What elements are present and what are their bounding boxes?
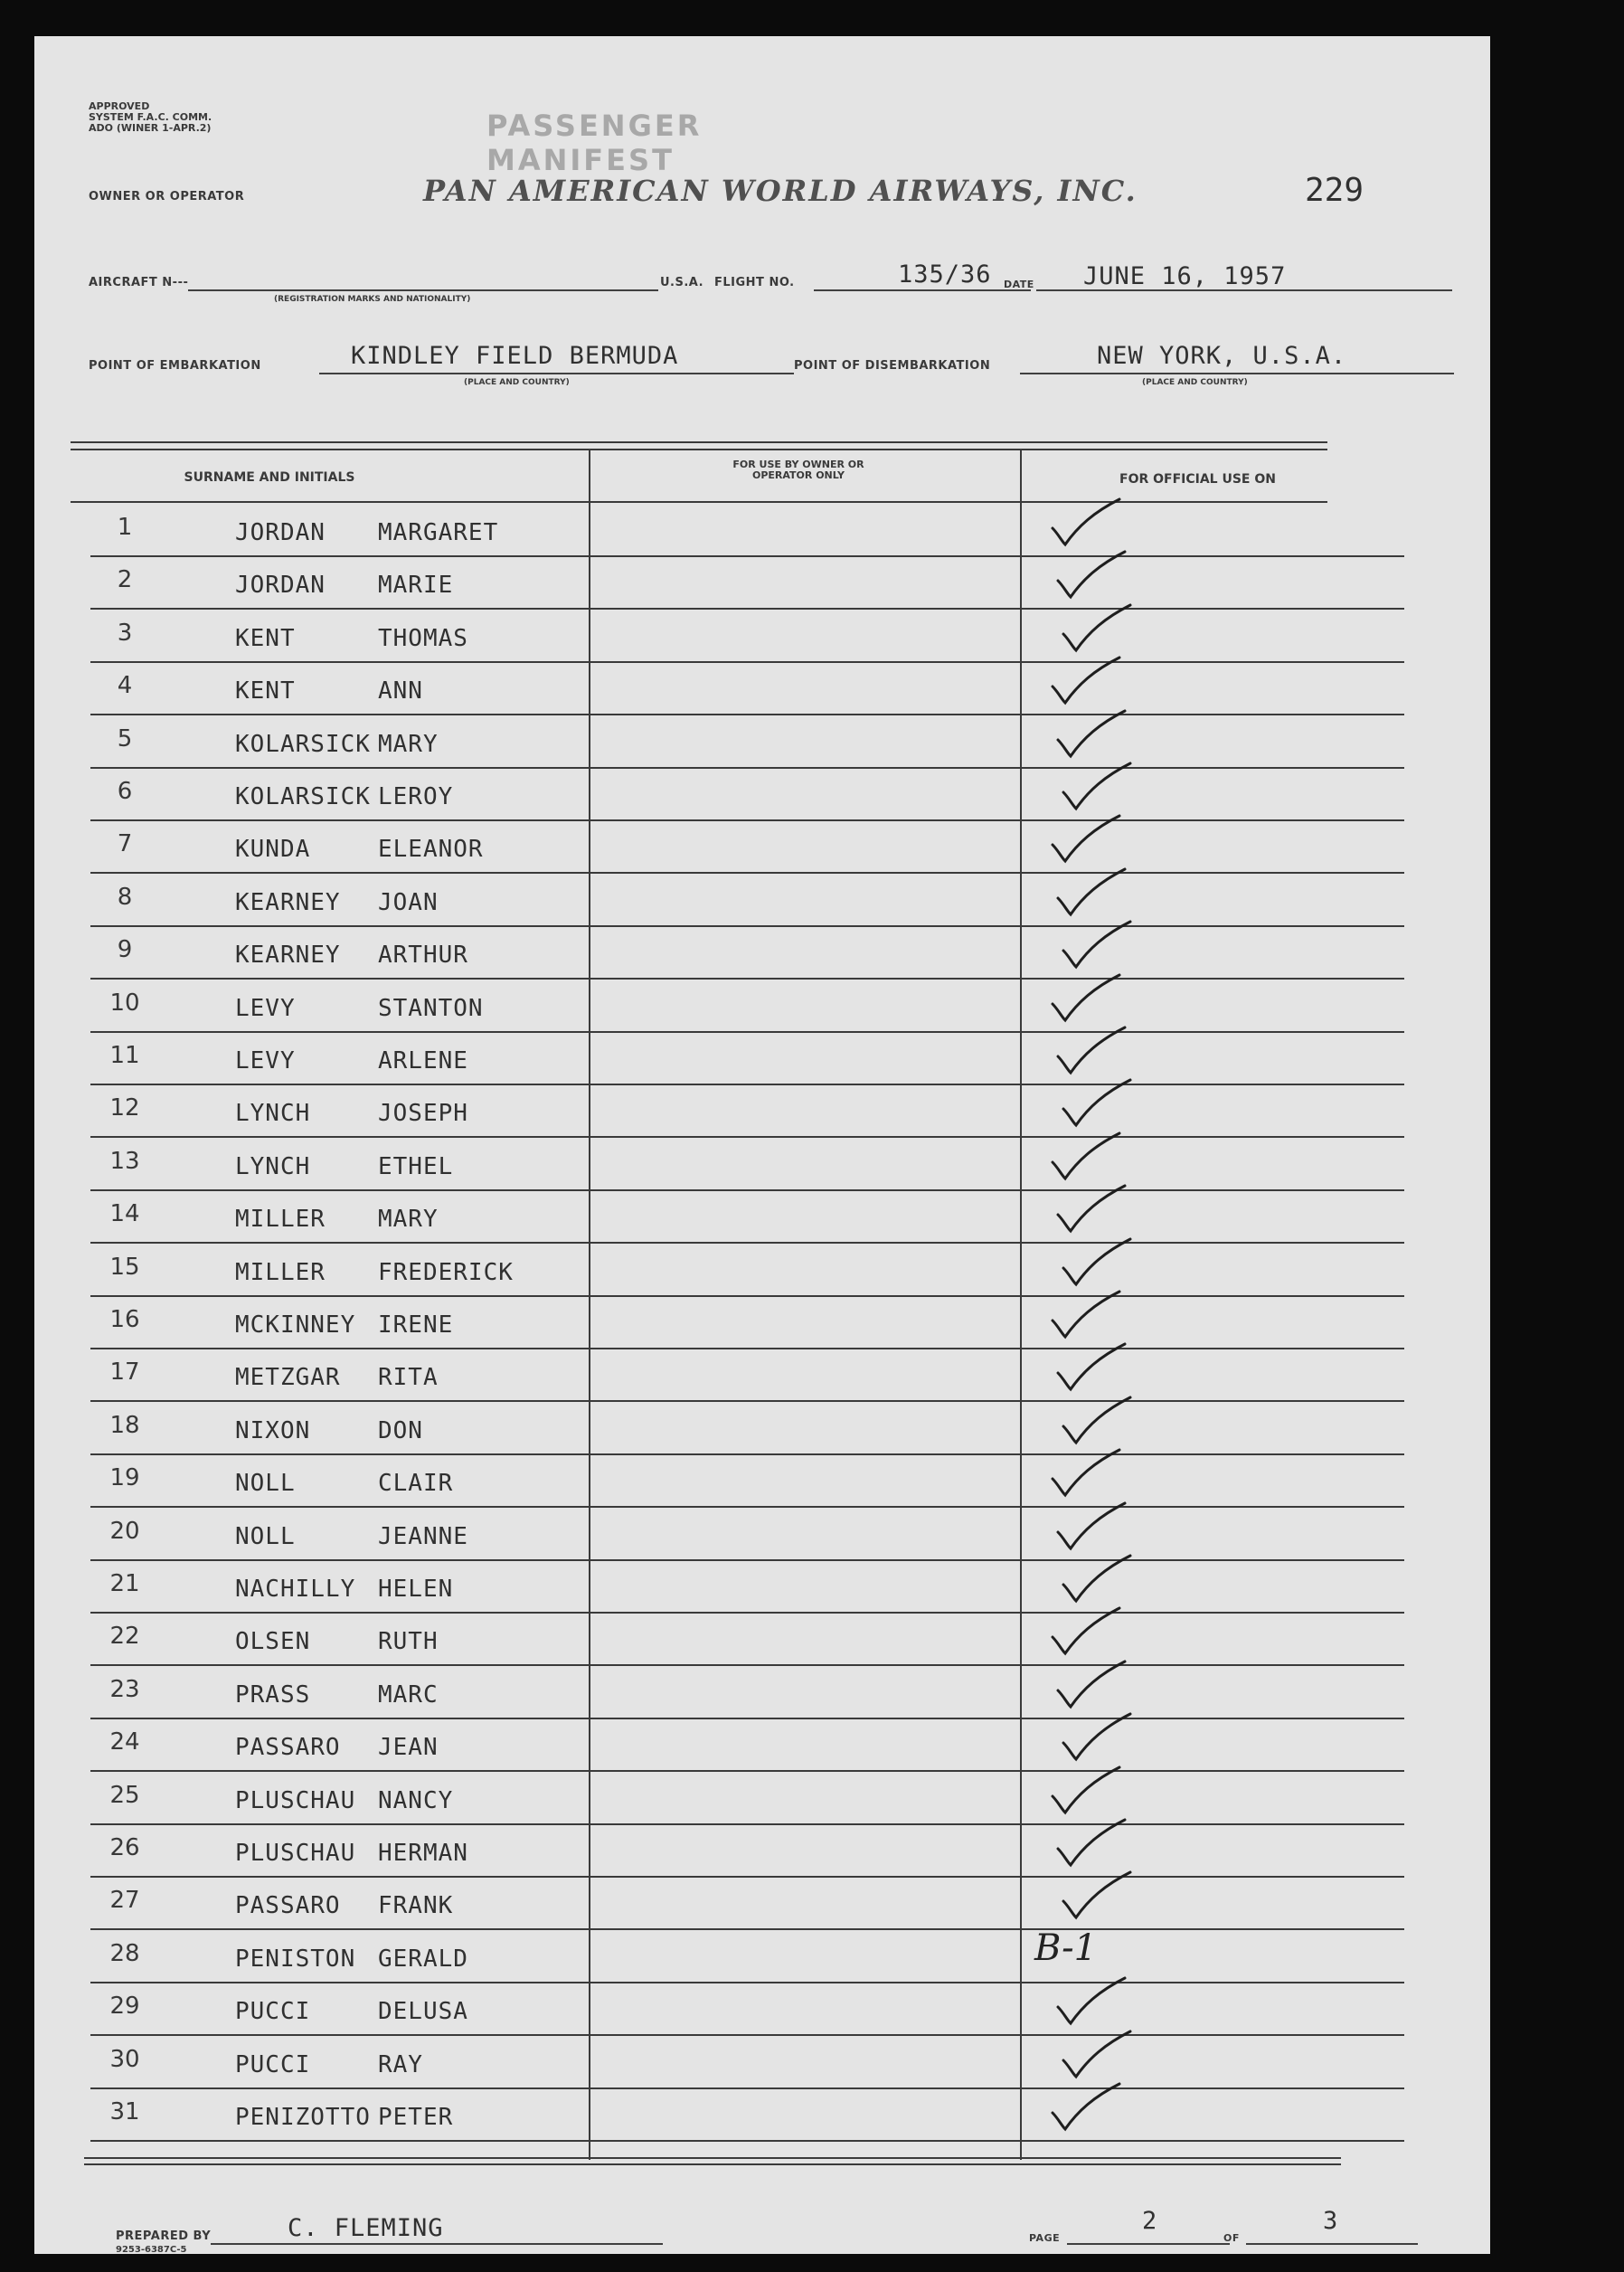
official-note: B-1 — [1034, 1926, 1098, 1969]
passenger-given-name: RAY — [378, 2050, 423, 2078]
row-number: 27 — [109, 1887, 140, 1915]
prepared-by-label: PREPARED BY — [116, 2229, 212, 2243]
row-number: 15 — [109, 1253, 140, 1281]
row-number: 29 — [109, 1993, 140, 2021]
row-number: 24 — [109, 1728, 140, 1756]
prepared-by-value: C. FLEMING — [288, 2214, 444, 2242]
row-number: 13 — [109, 1147, 140, 1175]
aircraft-underline — [188, 289, 658, 291]
passenger-given-name: HELEN — [378, 1576, 454, 1603]
check-mark-icon — [1047, 2073, 1128, 2136]
passenger-row — [34, 1719, 1490, 1772]
passenger-row — [34, 1455, 1490, 1508]
row-number: 21 — [109, 1570, 140, 1597]
table-top-rule-2 — [71, 449, 1327, 450]
passenger-row — [34, 1509, 1490, 1561]
passenger-surname: PUCCI — [235, 1998, 311, 2026]
manifest-page — [34, 36, 1490, 2254]
page-value: 2 — [1142, 2207, 1158, 2235]
passenger-row — [34, 980, 1490, 1033]
passenger-given-name: FRANK — [378, 1892, 454, 1920]
passenger-given-name: THOMAS — [378, 624, 468, 652]
passenger-row — [34, 1614, 1490, 1666]
passenger-surname: JORDAN — [235, 572, 326, 600]
table-top-rule — [71, 441, 1327, 443]
row-number: 7 — [117, 830, 133, 858]
embarkation-underline — [319, 373, 794, 374]
passenger-surname: PENISTON — [235, 1945, 356, 1973]
nationality-value: U.S.A. — [660, 276, 704, 289]
row-number: 31 — [109, 2098, 140, 2125]
passenger-given-name: JEAN — [378, 1734, 439, 1762]
passenger-row — [34, 1085, 1490, 1138]
passenger-row — [34, 1139, 1490, 1191]
passenger-row — [34, 557, 1490, 610]
of-value: 3 — [1323, 2207, 1339, 2235]
passenger-given-name: MARY — [378, 730, 439, 758]
owner-name: PAN AMERICAN WORLD AIRWAYS, INC. — [423, 174, 1138, 208]
row-number: 22 — [109, 1623, 140, 1651]
passenger-surname: LYNCH — [235, 1152, 311, 1180]
flight-underline — [814, 289, 1031, 291]
passenger-given-name: CLAIR — [378, 1470, 454, 1498]
row-number: 11 — [109, 1042, 140, 1069]
passenger-surname: OLSEN — [235, 1628, 311, 1656]
embarkation-value: KINDLEY FIELD BERMUDA — [351, 342, 679, 370]
passenger-row — [34, 1983, 1490, 2036]
passenger-given-name: ARLENE — [378, 1047, 468, 1074]
passenger-given-name: MARY — [378, 1206, 439, 1234]
passenger-given-name: ANN — [378, 677, 423, 705]
passenger-row — [34, 1825, 1490, 1878]
passenger-given-name: HERMAN — [378, 1840, 468, 1867]
of-underline — [1246, 2243, 1418, 2245]
passenger-given-name: RITA — [378, 1364, 439, 1392]
passenger-surname: JORDAN — [235, 519, 326, 546]
passenger-row — [34, 1349, 1490, 1402]
flight-label: FLIGHT NO. — [714, 276, 795, 289]
passenger-surname: KEARNEY — [235, 942, 341, 970]
passenger-row — [34, 1297, 1490, 1349]
passenger-row — [34, 875, 1490, 927]
passenger-surname: NOLL — [235, 1470, 296, 1498]
passenger-row — [34, 2037, 1490, 2089]
passenger-given-name: GERALD — [378, 1945, 468, 1973]
page-underline — [1067, 2243, 1230, 2245]
passenger-given-name: ARTHUR — [378, 942, 468, 970]
passenger-given-name: MARIE — [378, 572, 454, 600]
aircraft-sublabel: (REGISTRATION MARKS AND NATIONALITY) — [274, 295, 471, 304]
page-label: PAGE — [1029, 2232, 1061, 2244]
passenger-row — [34, 821, 1490, 874]
passenger-given-name: STANTON — [378, 994, 484, 1022]
of-label: OF — [1223, 2232, 1240, 2244]
passenger-row — [34, 1878, 1490, 1930]
passenger-row — [34, 1773, 1490, 1825]
passenger-surname: PRASS — [235, 1680, 311, 1709]
disembarkation-label: POINT OF DISEMBARKATION — [794, 359, 991, 373]
passenger-row — [34, 505, 1490, 557]
passenger-given-name: JOSEPH — [378, 1100, 468, 1128]
owner-label: OWNER OR OPERATOR — [89, 190, 245, 204]
row-number: 16 — [109, 1306, 140, 1333]
passenger-row — [34, 927, 1490, 980]
flight-number: 135/36 — [898, 260, 992, 289]
row-number: 5 — [117, 724, 133, 753]
passenger-surname: PLUSCHAU — [235, 1840, 356, 1867]
passenger-given-name: ELEANOR — [378, 836, 484, 864]
passenger-surname: KOLARSICK — [235, 783, 371, 810]
row-number: 30 — [109, 2045, 140, 2073]
prepared-by-underline — [211, 2243, 663, 2245]
table-bottom-rule — [84, 2157, 1341, 2159]
passenger-surname: PLUSCHAU — [235, 1786, 356, 1814]
check-mark-icon — [1058, 1861, 1139, 1925]
passenger-surname: KEARNEY — [235, 888, 341, 916]
passenger-given-name: RUTH — [378, 1628, 439, 1656]
passenger-row — [34, 611, 1490, 663]
row-number: 2 — [117, 566, 133, 594]
passenger-surname: KENT — [235, 677, 296, 705]
row-number: 28 — [109, 1939, 140, 1967]
row-number: 18 — [109, 1411, 140, 1439]
passenger-row — [34, 1403, 1490, 1455]
page-number: 229 — [1305, 172, 1364, 209]
form-number: 9253-6387C-5 — [116, 2245, 187, 2255]
passenger-surname: NIXON — [235, 1416, 311, 1444]
date-label: DATE — [1004, 279, 1034, 290]
row-number: 1 — [117, 514, 133, 541]
owner-use-column-header: FOR USE BY OWNER OR OPERATOR ONLY — [732, 459, 864, 481]
row-number: 8 — [117, 883, 133, 911]
aircraft-label: AIRCRAFT N--- — [89, 276, 189, 289]
row-number: 4 — [117, 672, 133, 700]
disembarkation-value: NEW YORK, U.S.A. — [1097, 342, 1347, 370]
passenger-surname: MILLER — [235, 1258, 326, 1286]
passenger-given-name: FREDERICK — [378, 1258, 514, 1286]
passenger-surname: PENIZOTTO — [235, 2104, 371, 2131]
passenger-given-name: PETER — [378, 2104, 454, 2131]
passenger-given-name: MARC — [378, 1680, 439, 1709]
row-number: 26 — [109, 1834, 140, 1861]
passenger-surname: PUCCI — [235, 2050, 311, 2078]
passenger-surname: NACHILLY — [235, 1576, 356, 1603]
passenger-surname: LEVY — [235, 1047, 296, 1074]
passenger-surname: PASSARO — [235, 1892, 341, 1920]
row-number: 19 — [109, 1464, 140, 1492]
passenger-surname: KOLARSICK — [235, 730, 371, 758]
passenger-given-name: LEROY — [378, 783, 454, 810]
passenger-given-name: NANCY — [378, 1786, 454, 1814]
embarkation-sublabel: (PLACE AND COUNTRY) — [464, 378, 570, 387]
passenger-row — [34, 1561, 1490, 1614]
table-bottom-rule-2 — [84, 2163, 1341, 2165]
passenger-given-name: IRENE — [378, 1311, 454, 1339]
passenger-surname: NOLL — [235, 1522, 296, 1550]
disembarkation-sublabel: (PLACE AND COUNTRY) — [1142, 378, 1248, 387]
embarkation-label: POINT OF EMBARKATION — [89, 359, 261, 373]
passenger-surname: METZGAR — [235, 1364, 341, 1392]
row-number: 3 — [117, 619, 133, 647]
row-rule — [90, 2140, 1404, 2142]
passenger-row — [34, 716, 1490, 769]
passenger-row — [34, 1667, 1490, 1719]
passenger-row — [34, 2089, 1490, 2142]
passenger-surname: KUNDA — [235, 836, 311, 864]
row-number: 6 — [117, 778, 133, 805]
row-number: 17 — [109, 1358, 140, 1387]
passenger-row — [34, 1191, 1490, 1244]
passenger-surname: KENT — [235, 624, 296, 652]
row-number: 23 — [109, 1675, 140, 1703]
row-number: 10 — [109, 989, 140, 1017]
passenger-row — [34, 1033, 1490, 1085]
passenger-surname: LYNCH — [235, 1100, 311, 1128]
passenger-surname: MCKINNEY — [235, 1311, 356, 1339]
passenger-surname: MILLER — [235, 1206, 326, 1234]
passenger-row — [34, 663, 1490, 715]
row-number: 9 — [117, 936, 133, 964]
table-header-rule — [71, 501, 1327, 503]
official-use-column-header: FOR OFFICIAL USE ON — [1119, 472, 1276, 487]
row-number: 12 — [109, 1094, 140, 1122]
approved-stamp: APPROVED SYSTEM F.A.C. COMM. ADO (WINER 1-APR.2) — [89, 100, 212, 134]
passenger-given-name: JEANNE — [378, 1522, 468, 1550]
passenger-surname: PASSARO — [235, 1734, 341, 1762]
passenger-given-name: DON — [378, 1416, 423, 1444]
row-number: 20 — [109, 1517, 140, 1545]
row-number: 14 — [109, 1200, 140, 1228]
surname-column-header: SURNAME AND INITIALS — [184, 470, 355, 485]
passenger-given-name: JOAN — [378, 888, 439, 916]
passenger-row — [34, 769, 1490, 821]
passenger-surname: LEVY — [235, 994, 296, 1022]
disembarkation-underline — [1020, 373, 1454, 374]
passenger-row — [34, 1926, 1490, 1983]
page-title: PASSENGER MANIFEST — [486, 109, 703, 177]
flight-date: JUNE 16, 1957 — [1083, 262, 1287, 290]
row-number: 25 — [109, 1781, 140, 1809]
passenger-given-name: MARGARET — [378, 519, 499, 546]
passenger-given-name: ETHEL — [378, 1152, 454, 1180]
passenger-given-name: DELUSA — [378, 1998, 468, 2026]
passenger-row — [34, 1245, 1490, 1297]
